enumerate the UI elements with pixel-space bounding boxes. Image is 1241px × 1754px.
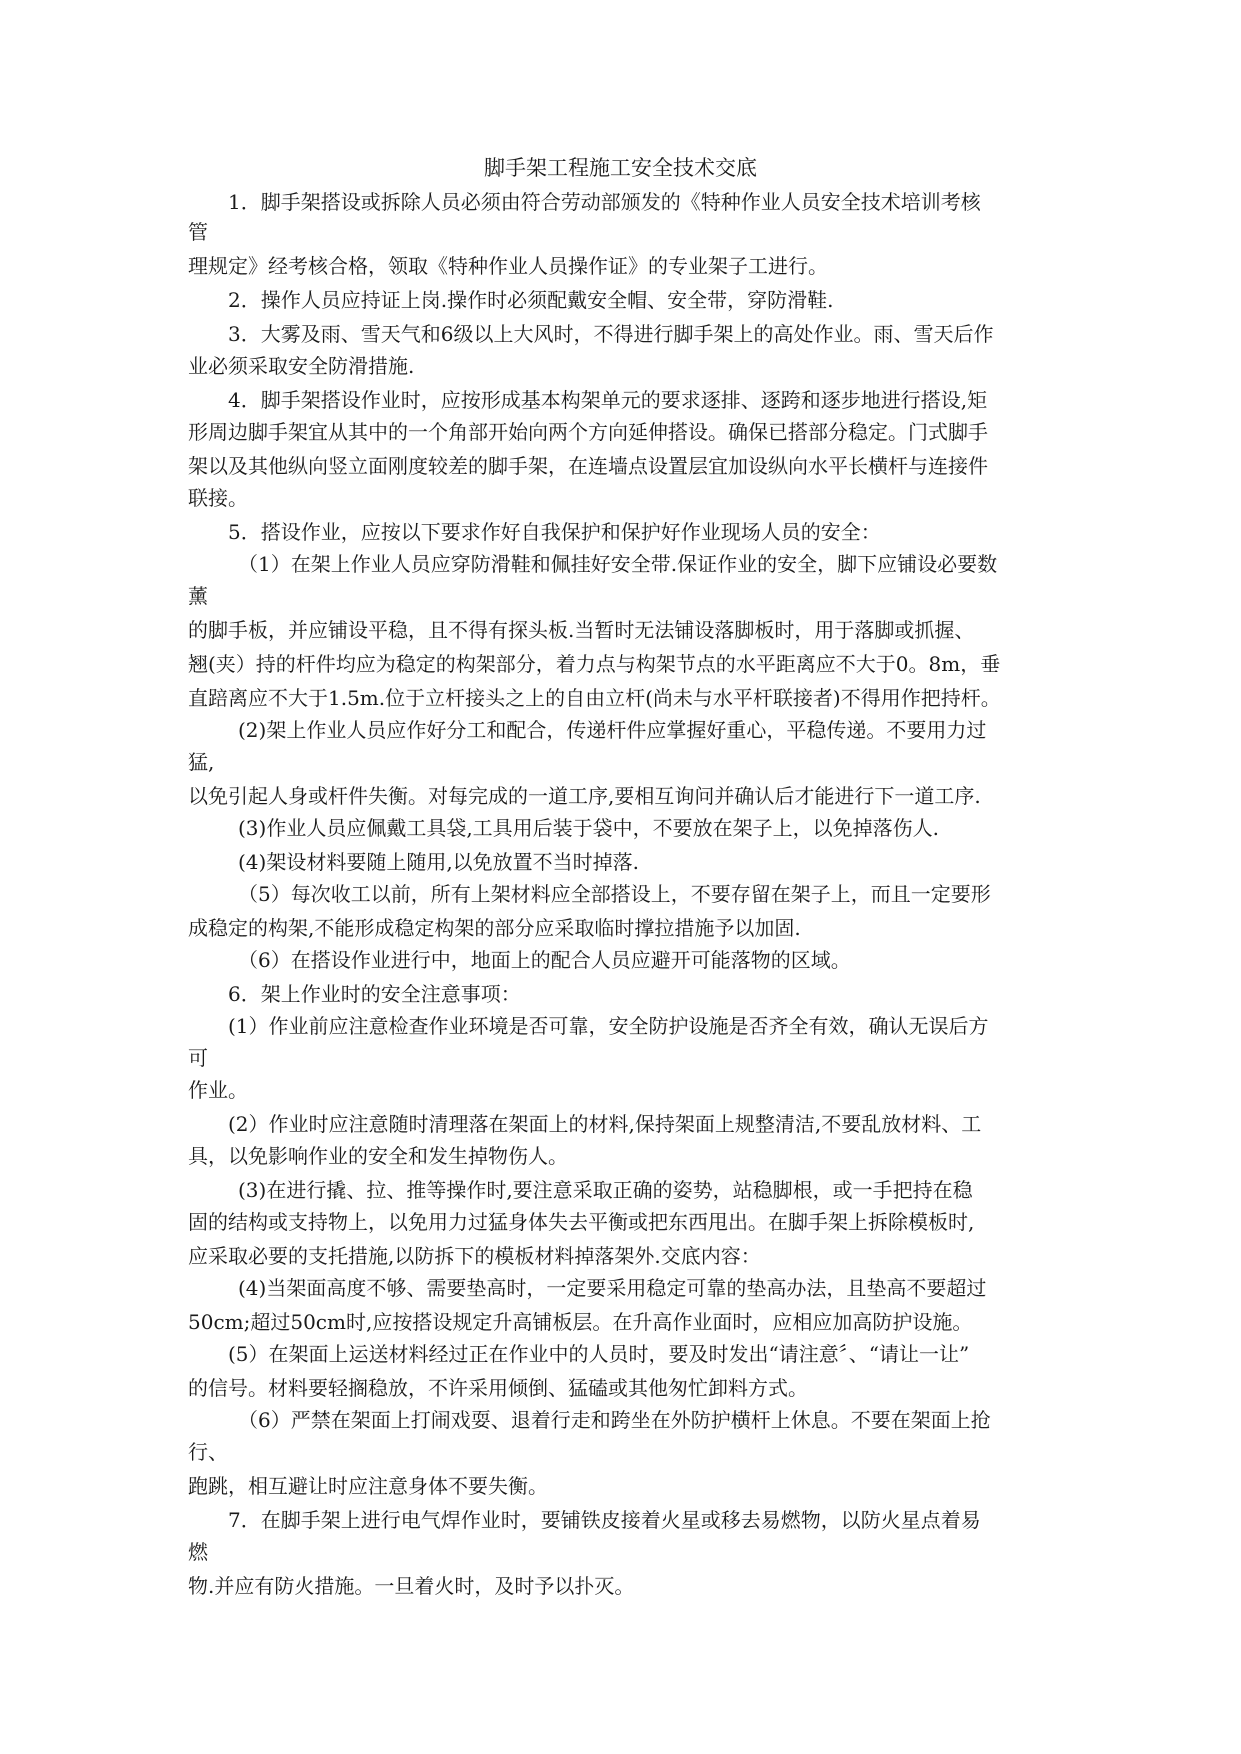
text-line: 跑跳，相互避让时应注意身体不要失衡。 <box>188 1474 548 1498</box>
text-line: 翘(夹）持的杆件均应为稳定的构架部分，着力点与构架节点的水平距离应不大于0。8m，垂 <box>188 652 1001 676</box>
text-line: 可 <box>188 1046 208 1070</box>
text-line: 猛, <box>188 750 215 774</box>
text-line: 固的结构或支持物上，以免用力过猛身体失去平衡或把东西甩出。在脚手架上拆除模板时, <box>188 1210 975 1234</box>
text-line: 3．大雾及雨、雪天气和6级以上大风时，不得进行脚手架上的高处作业。雨、雪天后作 <box>228 322 994 346</box>
text-line: 7．在脚手架上进行电气焊作业时，要铺铁皮接着火星或移去易燃物，以防火星点着易 <box>228 1508 981 1532</box>
text-line: (1）作业前应注意检查作业环境是否可靠，安全防护设施是否齐全有效，确认无误后方 <box>228 1014 989 1038</box>
text-line: (5）在架面上运送材料经过正在作业中的人员时，要及时发出“请注意〞、“请让一让” <box>228 1342 970 1366</box>
text-line: （6）在搭设作业进行中，地面上的配合人员应避开可能落物的区域。 <box>238 948 851 972</box>
text-line: 理规定》经考核合格，领取《特种作业人员操作证》的专业架子工进行。 <box>188 254 828 278</box>
text-line: 4．脚手架搭设作业时，应按形成基本构架单元的要求逐排、逐跨和逐步地进行搭设,矩 <box>228 388 988 412</box>
text-line: 业必须采取安全防滑措施. <box>188 354 415 378</box>
text-line: (2)架上作业人员应作好分工和配合，传递杆件应掌握好重心，平稳传递。不要用力过 <box>238 718 987 742</box>
text-line: 联接。 <box>188 486 248 510</box>
text-line: 应采取必要的支托措施,以防拆下的模板材料掉落架外.交底内容： <box>188 1244 761 1268</box>
text-line: 形周边脚手架宜从其中的一个角部开始向两个方向延伸搭设。确保已搭部分稳定。门式脚手 <box>188 420 988 444</box>
document-title: 脚手架工程施工安全技术交底 <box>484 156 757 180</box>
text-line: 直踣离应不大于1.5m.位于立杆接头之上的自由立杆(尚未与水平杆联接者)不得用作把持杆。 <box>188 686 1001 710</box>
text-line: 成稳定的构架,不能形成稳定构架的部分应采取临时撑拉措施予以加固. <box>188 916 801 940</box>
text-line: 50cm;超过50cm时,应按搭设规定升高铺板层。在升高作业面时，应相应加高防护设施。 <box>188 1310 973 1334</box>
text-line: 1．脚手架搭设或拆除人员必须由符合劳动部颁发的《特种作业人员安全技术培训考核 <box>228 190 981 214</box>
text-line: （6）严禁在架面上打闹戏耍、退着行走和跨坐在外防护横杆上休息。不要在架面上抢 <box>238 1408 991 1432</box>
text-line: （1）在架上作业人员应穿防滑鞋和佩挂好安全带.保证作业的安全，脚下应铺设必要数 <box>238 552 998 576</box>
text-line: 燃 <box>188 1540 208 1564</box>
text-line: 薰 <box>188 584 208 608</box>
text-line: 物.并应有防火措施。一旦着火时，及时予以扑灭。 <box>188 1574 635 1598</box>
text-line: 行、 <box>188 1440 228 1464</box>
text-line: 5．搭设作业，应按以下要求作好自我保护和保护好作业现场人员的安全： <box>228 520 881 544</box>
text-line: 以免引起人身或杆件失衡。对每完成的一道工序,要相互询问并确认后才能进行下一道工序. <box>188 784 981 808</box>
text-line: (4)当架面高度不够、需要垫高时，一定要采用稳定可靠的垫高办法，且垫高不要超过 <box>238 1276 987 1300</box>
text-line: 作业。 <box>188 1078 248 1102</box>
text-line: 管 <box>188 220 208 244</box>
text-line: 6．架上作业时的安全注意事项： <box>228 982 521 1006</box>
text-line: （5）每次收工以前，所有上架材料应全部搭设上，不要存留在架子上，而且一定要形 <box>238 882 991 906</box>
text-line: 的信号。材料要轻搁稳放，不许采用倾倒、猛磕或其他匆忙卸料方式。 <box>188 1376 808 1400</box>
text-line: (3)在进行撬、拉、推等操作时,要注意采取正确的姿势，站稳脚根，或一手把持在稳 <box>238 1178 973 1202</box>
text-line: 架以及其他纵向竖立面刚度较差的脚手架，在连墙点设置层宜加设纵向水平长横杆与连接件 <box>188 454 988 478</box>
text-line: 具，以免影响作业的安全和发生掉物伤人。 <box>188 1144 568 1168</box>
text-line: (2）作业时应注意随时清理落在架面上的材料,保持架面上规整清洁,不要乱放材料、工 <box>228 1112 982 1136</box>
text-line: 2．操作人员应持证上岗.操作时必须配戴安全帽、安全带，穿防滑鞋. <box>228 288 834 312</box>
text-line: (3)作业人员应佩戴工具袋,工具用后装于袋中，不要放在架子上，以免掉落伤人. <box>238 816 940 840</box>
text-line: (4)架设材料要随上随用,以免放置不当时掉落. <box>238 850 640 874</box>
text-line: 的脚手板，并应铺设平稳，且不得有探头板.当暂时无法铺设落脚板时，用于落脚或抓握、 <box>188 618 975 642</box>
